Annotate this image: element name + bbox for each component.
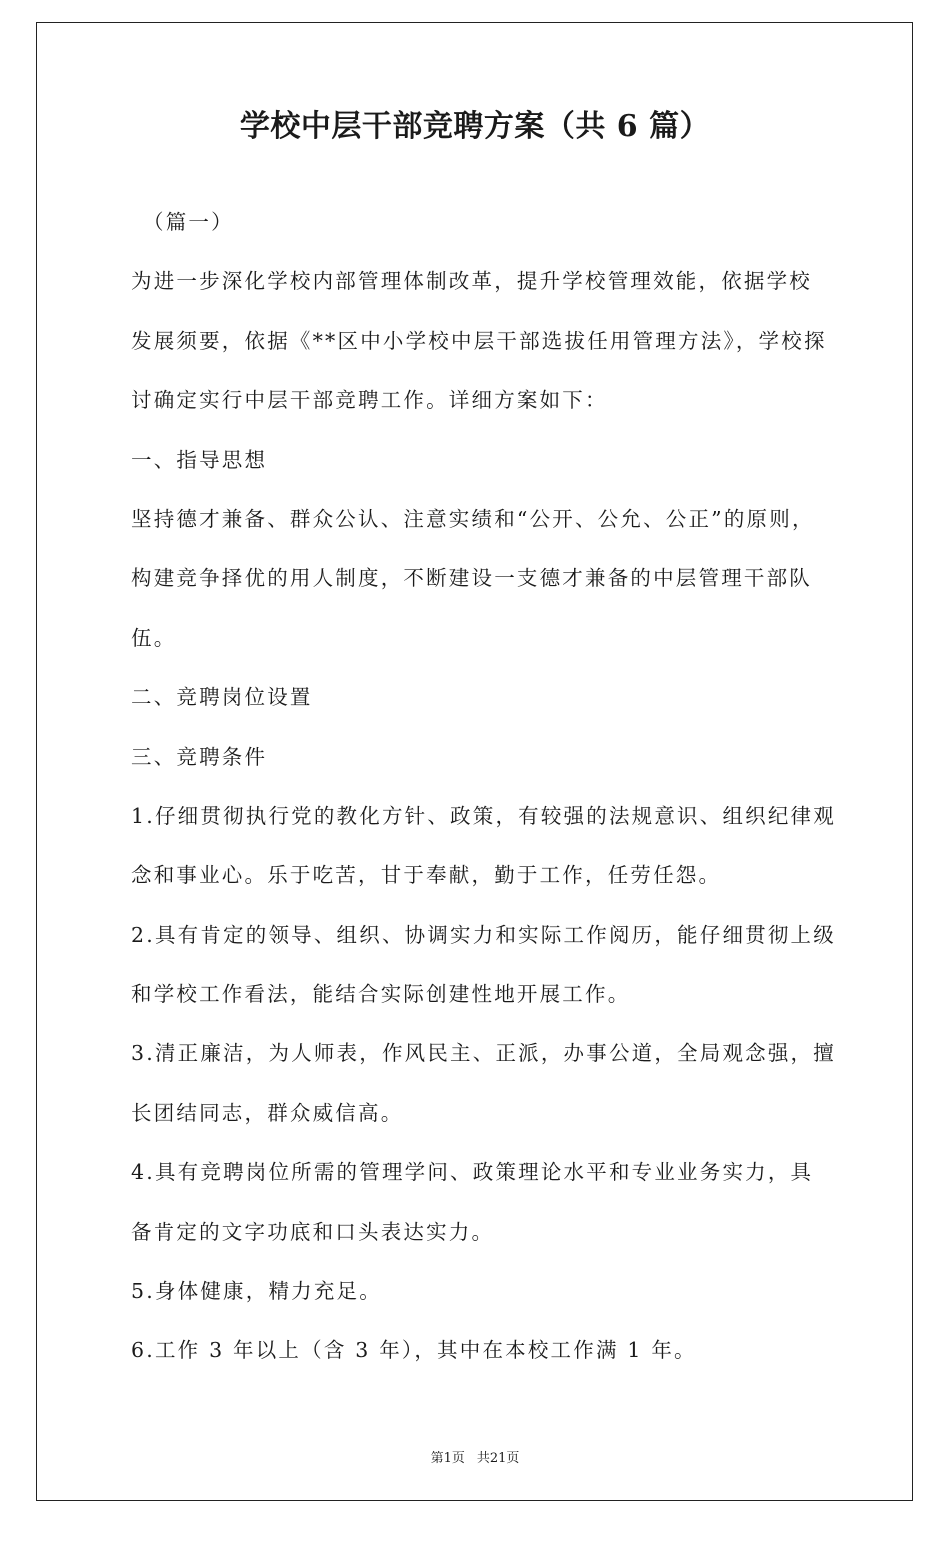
section-label: （篇一） — [143, 210, 234, 234]
page-footer — [0, 1450, 950, 1468]
paragraph-line: 讨确定实行中层干部竞聘工作。详细方案如下： — [131, 388, 608, 413]
section-heading: 一、指导思想 — [131, 447, 268, 472]
list-item-line: 和学校工作看法，能结合实际创建性地开展工作。 — [131, 982, 631, 1007]
document-title: 学校中层干部竞聘方案（共 6 篇） — [239, 109, 711, 144]
list-item-line: 长团结同志，群众威信高。 — [131, 1100, 404, 1125]
page-count: 共21页 — [476, 1451, 520, 1466]
paragraph-line: 为进一步深化学校内部管理体制改革，提升学校管理效能，依据学校 — [131, 269, 812, 294]
list-item-line: 3.清正廉洁，为人师表，作风民主、正派，办事公道，全局观念强，擅 — [131, 1041, 836, 1066]
document-body — [131, 200, 836, 1388]
list-item-line: 念和事业心。乐于吃苦，甘于奉献，勤于工作，任劳任怨。 — [131, 863, 722, 888]
list-item-line: 4.具有竞聘岗位所需的管理学问、政策理论水平和专业业务实力，具 — [131, 1160, 814, 1185]
list-item-line: 1.仔细贯彻执行党的教化方针、政策，有较强的法规意识、组织纪律观 — [131, 803, 836, 828]
list-item-line: 2.具有肯定的领导、组织、协调实力和实际工作阅历，能仔细贯彻上级 — [131, 922, 836, 947]
paragraph-line: 伍。 — [131, 625, 177, 650]
list-item-line: 6.工作 3 年以上（含 3 年），其中在本校工作满 1 年。 — [131, 1338, 697, 1363]
list-item-line: 5.身体健康，精力充足。 — [131, 1279, 382, 1304]
section-heading: 三、竞聘条件 — [131, 744, 268, 769]
section-heading: 二、竞聘岗位设置 — [131, 685, 313, 710]
paragraph-line: 坚持德才兼备、群众公认、注意实绩和“公开、公允、公正”的原则， — [131, 506, 815, 531]
page-number: 第1页 — [430, 1451, 465, 1466]
list-item-line: 备肯定的文字功底和口头表达实力。 — [131, 1219, 495, 1244]
paragraph-line: 发展须要，依据《**区中小学校中层干部选拔任用管理方法》，学校探 — [131, 328, 827, 353]
paragraph-line: 构建竞争择优的用人制度，不断建设一支德才兼备的中层管理干部队 — [131, 566, 812, 591]
